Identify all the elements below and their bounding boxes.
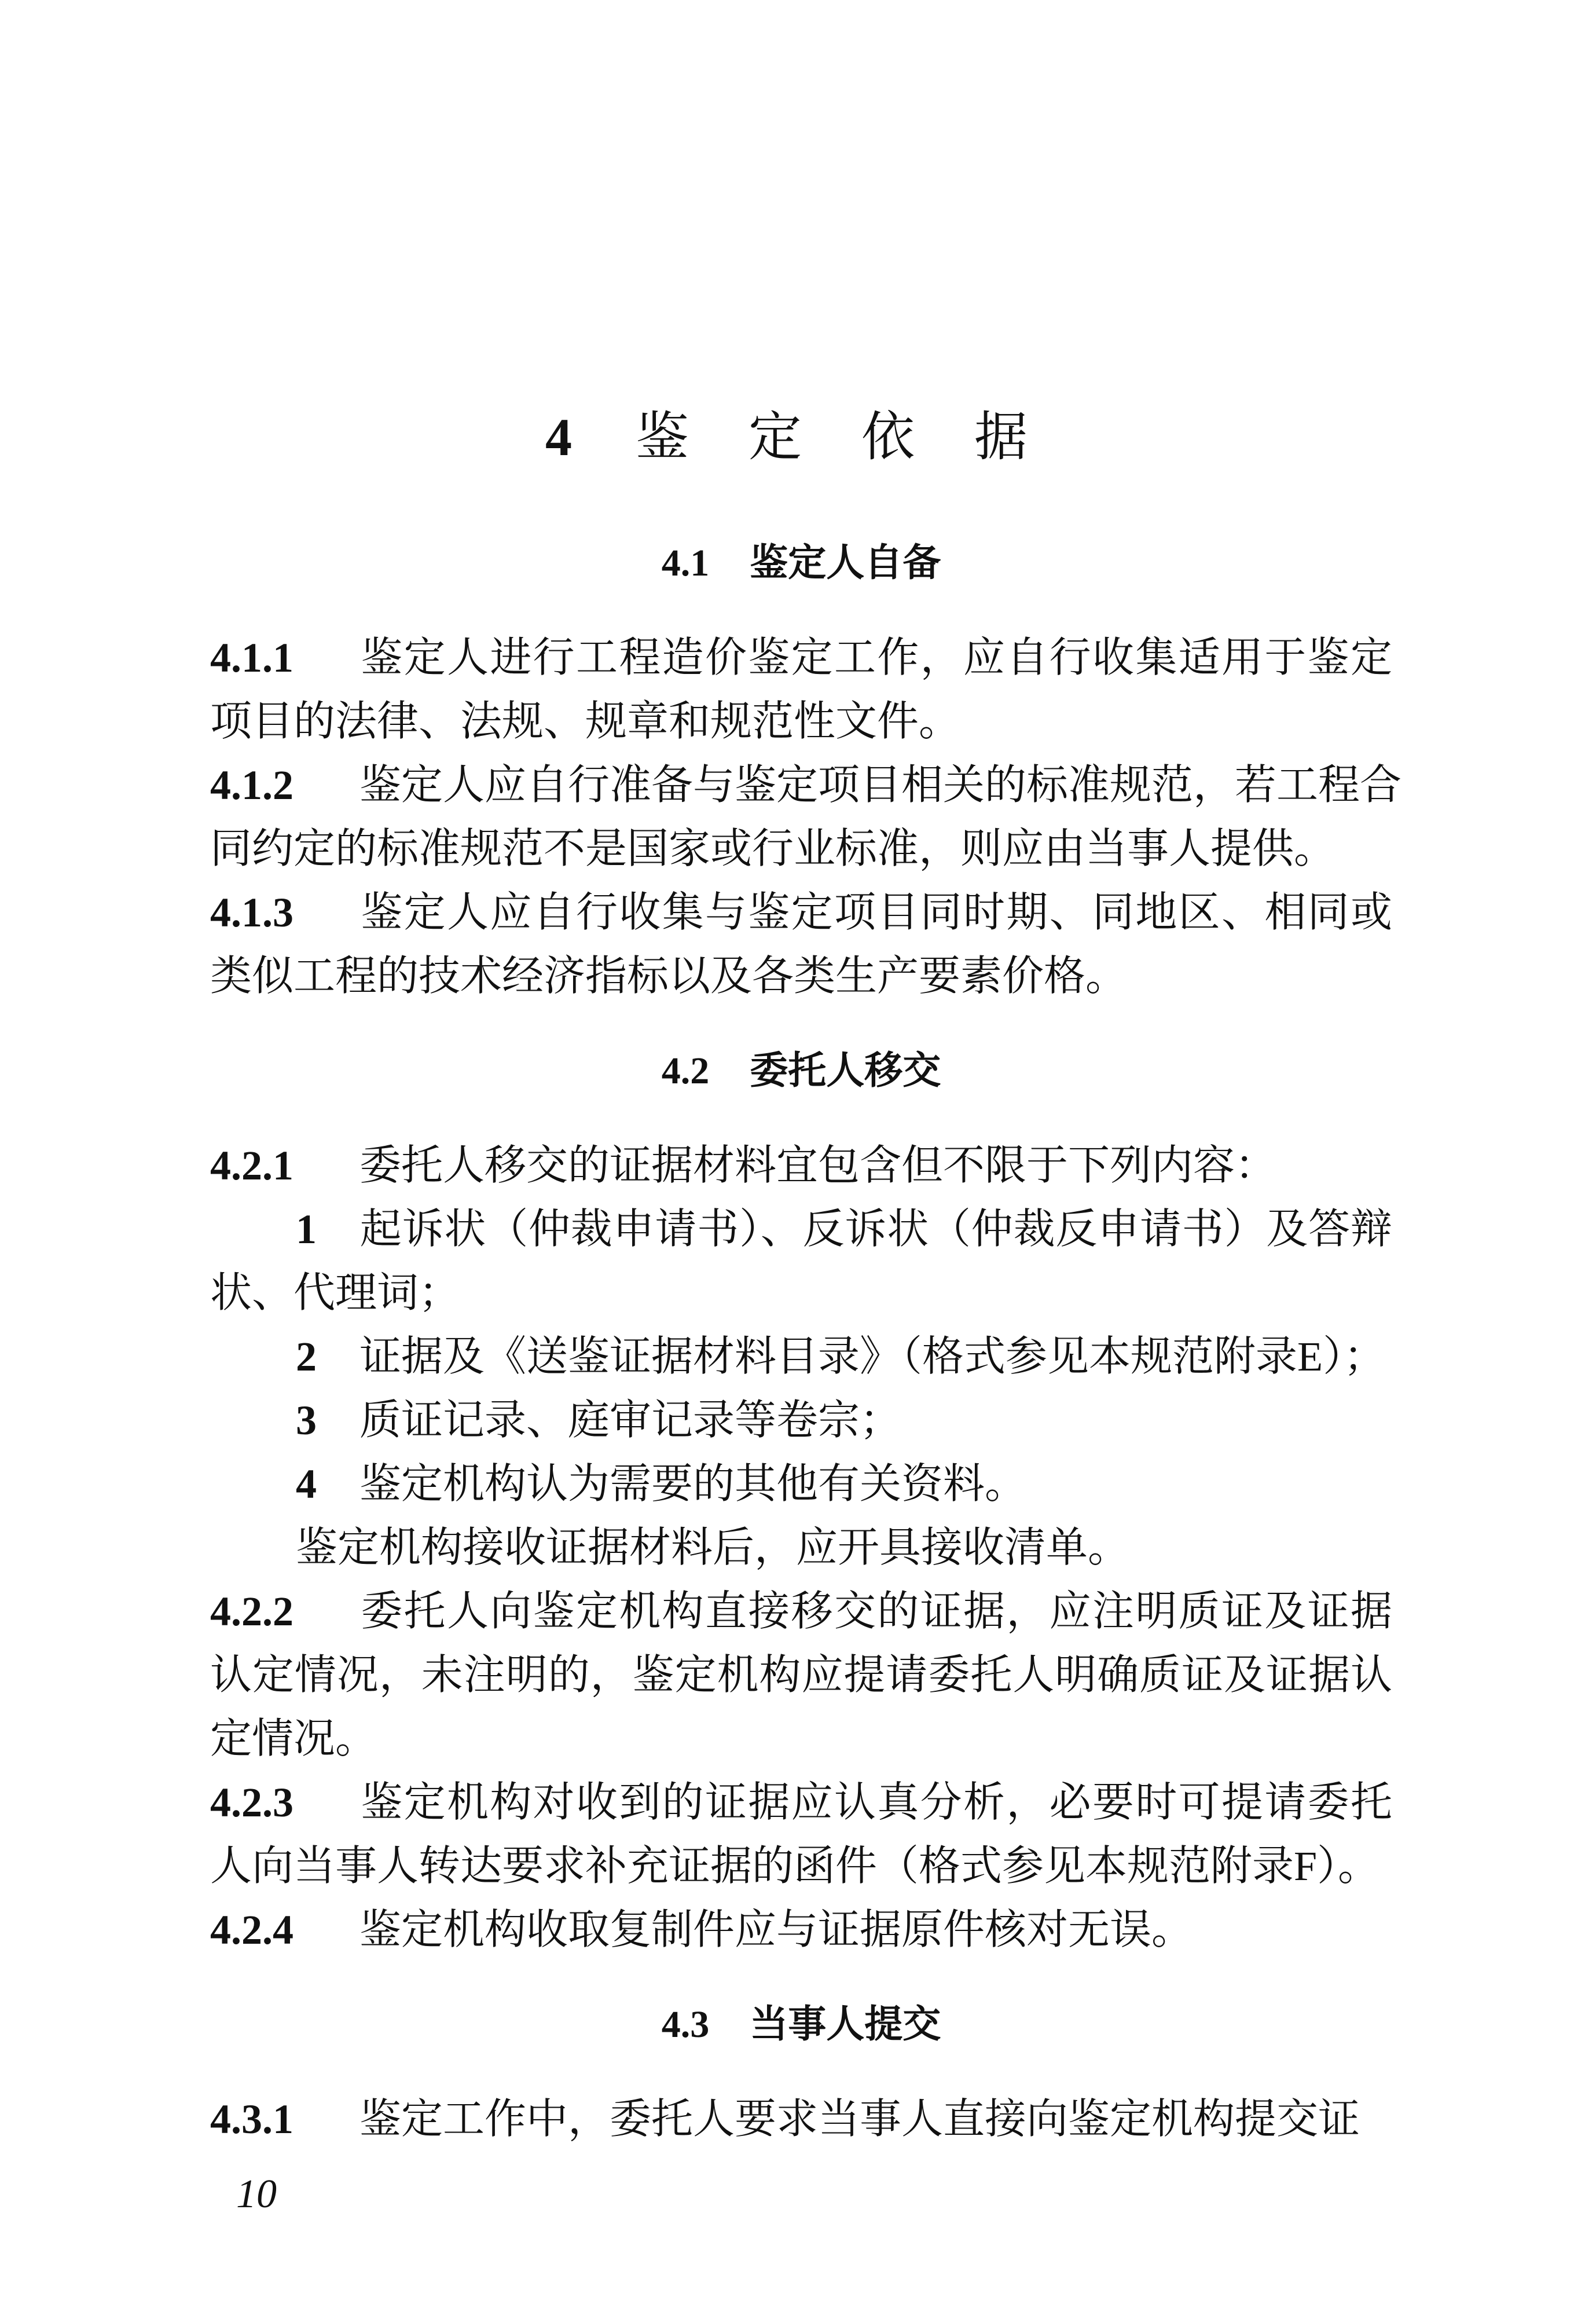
text-line: [210, 1580, 1392, 1643]
section-heading: [210, 500, 1392, 626]
chapter-title: [0, 400, 1596, 475]
clause-number: 4.1.1: [210, 635, 293, 681]
text-line: [210, 881, 1392, 944]
text-line: [210, 626, 1392, 690]
line-text: 项目的法律、法规、规章和规范性文件。: [210, 698, 961, 745]
clause-number: 4.2.1: [210, 1142, 293, 1189]
clause: [210, 1134, 1392, 1197]
clause-number: 4.2.4: [210, 1907, 293, 1953]
line-text: 类似工程的技术经济指标以及各类生产要素价格。: [210, 953, 1128, 999]
line-text: 人向当事人转达要求补充证据的函件（格式参见本规范附录F）。: [210, 1843, 1380, 1889]
text-line: [210, 1643, 1392, 1707]
text-line: [210, 1516, 1392, 1580]
section-title: 鉴定人自备: [750, 542, 941, 584]
text-line: [210, 1325, 1392, 1388]
chapter-body: [210, 500, 1402, 2151]
list-item: [210, 1197, 1392, 1325]
line-text: 鉴定工作中，委托人要求当事人直接向鉴定机构提交证: [359, 2096, 1360, 2142]
clause: [210, 753, 1402, 881]
item-number: 2: [296, 1333, 317, 1380]
line-text: 证据及《送鉴证据材料目录》（格式参见本规范附录E）；: [359, 1333, 1385, 1380]
text-line: [210, 753, 1402, 817]
text-line: [210, 1771, 1392, 1834]
text-line: [210, 1834, 1392, 1898]
section-title: 委托人移交: [750, 1050, 941, 1092]
text-line: [210, 1134, 1392, 1197]
section-number: 4.3: [661, 2003, 710, 2046]
item-number: 4: [296, 1461, 317, 1507]
section-number: 4.1: [661, 542, 710, 584]
line-text: 状、代理词；: [210, 1270, 461, 1316]
section-heading: [210, 1962, 1392, 2087]
line-text: 委托人移交的证据材料宜包含但不限于下列内容：: [359, 1142, 1277, 1189]
line-text: 起诉状（仲裁申请书）、反诉状（仲裁反申请书）及答辩: [359, 1206, 1392, 1252]
line-text: 鉴定人应自行准备与鉴定项目相关的标准规范，若工程合: [359, 762, 1402, 808]
line-text: 鉴定机构收取复制件应与证据原件核对无误。: [359, 1907, 1194, 1953]
line-text: 鉴定机构接收证据材料后，应开具接收清单。: [296, 1525, 1130, 1571]
text-line: [210, 1452, 1392, 1516]
section-number: 4.2: [661, 1050, 710, 1092]
list-item: [210, 1325, 1392, 1388]
item-number: 3: [296, 1397, 317, 1443]
clause: [210, 626, 1392, 753]
text-line: [210, 690, 1392, 753]
clause: [210, 1580, 1392, 1771]
clause-number: 4.2.2: [210, 1588, 293, 1635]
text-line: [210, 817, 1392, 881]
chapter-title-text: 鉴 定 依 据: [635, 408, 1051, 467]
list-item: [210, 1388, 1392, 1452]
section-heading: [210, 1008, 1392, 1134]
clause-number: 4.1.2: [210, 762, 293, 808]
section-title: 当事人提交: [750, 2003, 941, 2046]
line-text: 鉴定人进行工程造价鉴定工作，应自行收集适用于鉴定: [359, 635, 1392, 681]
clause: [210, 1771, 1392, 1898]
note-paragraph: [210, 1516, 1392, 1580]
text-line: [210, 1898, 1392, 1962]
clause-number: 4.3.1: [210, 2096, 293, 2142]
line-text: 鉴定人应自行收集与鉴定项目同时期、同地区、相同或: [359, 889, 1392, 936]
line-text: 鉴定机构对收到的证据应认真分析，必要时可提请委托: [359, 1779, 1392, 1826]
line-text: 委托人向鉴定机构直接移交的证据，应注明质证及证据: [359, 1588, 1392, 1635]
text-line: [210, 1261, 1392, 1325]
line-text: 质证记录、庭审记录等卷宗；: [359, 1397, 902, 1443]
clause: [210, 2087, 1392, 2151]
line-text: 定情况。: [210, 1716, 377, 1762]
clause-number: 4.1.3: [210, 889, 293, 936]
text-line: [210, 944, 1392, 1008]
line-text: 鉴定机构认为需要的其他有关资料。: [359, 1461, 1027, 1507]
chapter-number: 4: [545, 408, 572, 467]
clause-number: 4.2.3: [210, 1779, 293, 1826]
clause: [210, 1898, 1392, 1962]
text-line: [210, 1197, 1392, 1261]
line-text: 认定情况，未注明的，鉴定机构应提请委托人明确质证及证据认: [210, 1652, 1392, 1698]
text-line: [210, 1388, 1392, 1452]
page-number: 10: [236, 2172, 277, 2216]
item-number: 1: [296, 1206, 317, 1252]
line-text: 同约定的标准规范不是国家或行业标准，则应由当事人提供。: [210, 826, 1336, 872]
list-item: [210, 1452, 1392, 1516]
text-line: [210, 2087, 1392, 2151]
clause: [210, 881, 1392, 1008]
text-line: [210, 1707, 1392, 1771]
